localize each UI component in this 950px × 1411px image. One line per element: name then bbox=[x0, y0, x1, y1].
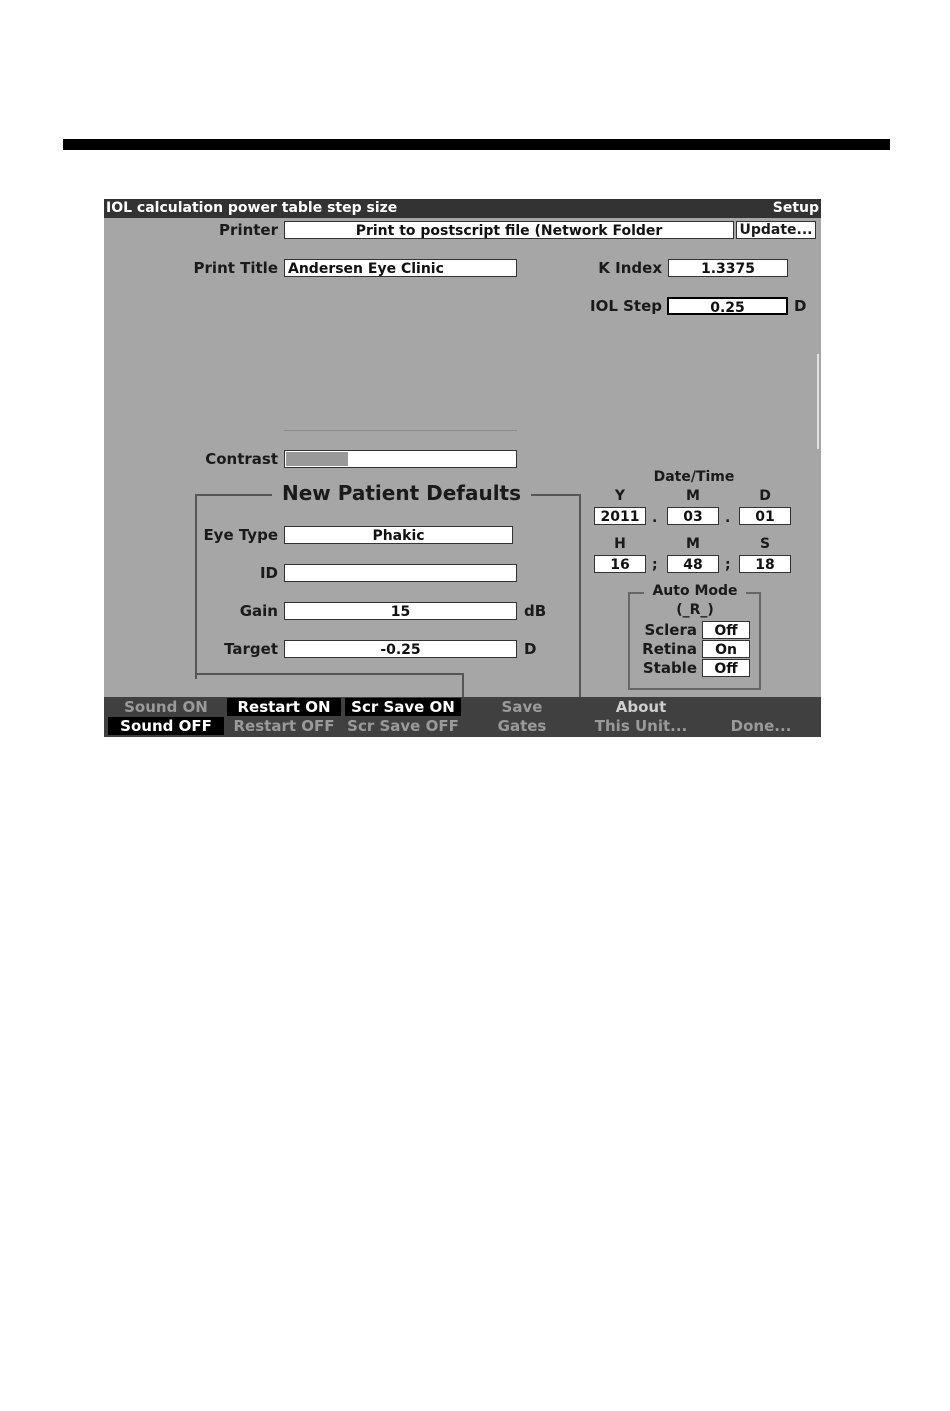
gain-unit: dB bbox=[524, 602, 547, 620]
date-separator: . bbox=[652, 510, 658, 526]
day-label: D bbox=[759, 488, 771, 504]
hint-text: IOL calculation power table step size bbox=[106, 200, 398, 216]
done-key[interactable]: Done... bbox=[730, 717, 792, 735]
group-title: New Patient Defaults bbox=[272, 481, 531, 505]
auto-mode-code: (_R_) bbox=[676, 602, 714, 618]
iol-step-input[interactable]: 0.25 bbox=[667, 297, 788, 315]
minute-input[interactable]: 48 bbox=[667, 555, 719, 573]
month-input[interactable]: 03 bbox=[667, 507, 719, 525]
printer-select[interactable]: Print to postscript file (Network Folder bbox=[284, 221, 734, 239]
mode-title: Setup bbox=[772, 200, 819, 216]
retina-label: Retina bbox=[642, 640, 697, 658]
date-separator: . bbox=[725, 510, 731, 526]
contrast-label: Contrast bbox=[205, 450, 278, 468]
gain-input[interactable]: 15 bbox=[284, 602, 517, 620]
day-input[interactable]: 01 bbox=[739, 507, 791, 525]
id-label: ID bbox=[259, 564, 278, 582]
group-notch bbox=[462, 673, 464, 697]
stable-label: Stable bbox=[642, 659, 697, 677]
printer-update-button[interactable]: Update... bbox=[736, 221, 816, 239]
minute-label: M bbox=[686, 536, 700, 552]
contrast-slider[interactable] bbox=[284, 450, 517, 468]
second-label: S bbox=[759, 536, 771, 552]
retina-toggle[interactable]: On bbox=[702, 640, 750, 658]
softkey-bar bbox=[104, 697, 821, 737]
scr-save-off-key[interactable]: Scr Save OFF bbox=[347, 717, 459, 735]
sclera-label: Sclera bbox=[644, 621, 697, 639]
page-rule bbox=[63, 139, 890, 150]
year-label: Y bbox=[614, 488, 626, 504]
restart-off-key[interactable]: Restart OFF bbox=[233, 717, 335, 735]
second-input[interactable]: 18 bbox=[739, 555, 791, 573]
time-separator: ; bbox=[725, 557, 731, 573]
setup-screen bbox=[104, 199, 821, 737]
scroll-indicator bbox=[817, 354, 819, 449]
about-key-line2[interactable]: This Unit... bbox=[594, 717, 688, 735]
contrast-slider-fill bbox=[286, 452, 348, 466]
datetime-title: Date/Time bbox=[653, 469, 735, 485]
group-right-edge bbox=[579, 494, 581, 697]
k-index-input[interactable]: 1.3375 bbox=[668, 259, 788, 277]
auto-mode-title: Auto Mode bbox=[644, 583, 746, 599]
divider bbox=[284, 430, 517, 431]
id-input[interactable] bbox=[284, 564, 517, 582]
hour-label: H bbox=[614, 536, 626, 552]
iol-step-unit: D bbox=[794, 297, 807, 315]
year-input[interactable]: 2011 bbox=[594, 507, 646, 525]
target-label: Target bbox=[224, 640, 278, 658]
stable-toggle[interactable]: Off bbox=[702, 659, 750, 677]
print-title-input[interactable]: Andersen Eye Clinic bbox=[284, 259, 517, 277]
time-separator: ; bbox=[652, 557, 658, 573]
iol-step-label: IOL Step bbox=[590, 297, 662, 315]
sclera-toggle[interactable]: Off bbox=[702, 621, 750, 639]
gain-label: Gain bbox=[239, 602, 278, 620]
restart-on-key[interactable]: Restart ON bbox=[227, 698, 341, 716]
sound-off-key[interactable]: Sound OFF bbox=[108, 717, 224, 735]
month-label: M bbox=[686, 488, 700, 504]
sound-on-key[interactable]: Sound ON bbox=[124, 698, 208, 716]
target-input[interactable]: -0.25 bbox=[284, 640, 517, 658]
printer-label: Printer bbox=[219, 221, 278, 239]
title-bar bbox=[104, 199, 821, 218]
print-title-label: Print Title bbox=[193, 259, 278, 277]
eye-type-select[interactable]: Phakic bbox=[284, 526, 513, 544]
about-key[interactable]: About bbox=[615, 698, 667, 716]
hour-input[interactable]: 16 bbox=[594, 555, 646, 573]
target-unit: D bbox=[524, 640, 537, 658]
save-gates-key-line2[interactable]: Gates bbox=[497, 717, 547, 735]
save-gates-key[interactable]: Save bbox=[501, 698, 543, 716]
eye-type-label: Eye Type bbox=[203, 526, 278, 544]
scr-save-on-key[interactable]: Scr Save ON bbox=[345, 698, 461, 716]
group-bottom-edge bbox=[195, 673, 463, 675]
k-index-label: K Index bbox=[598, 259, 662, 277]
